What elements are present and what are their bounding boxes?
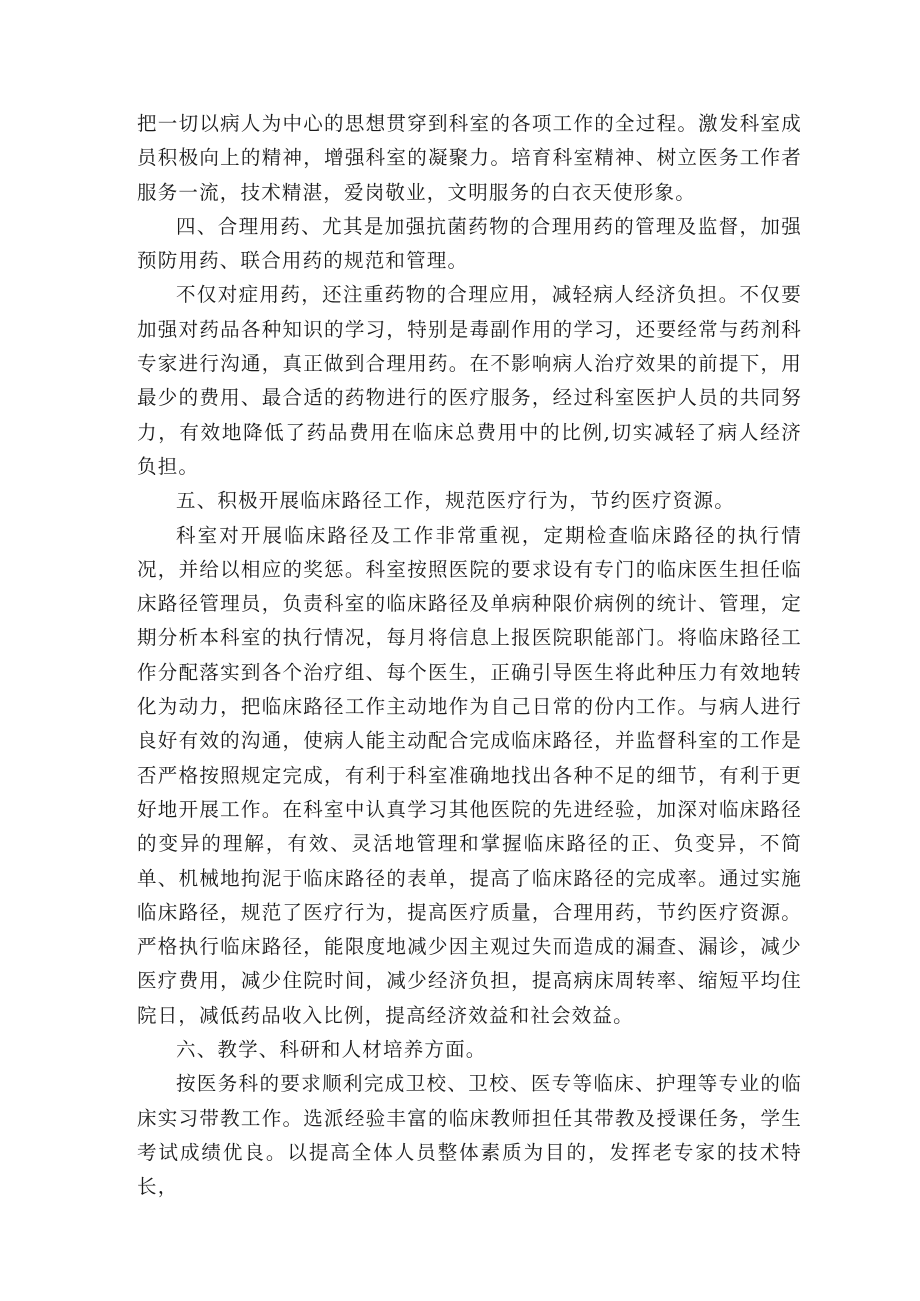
heading-section-5-clinical-pathway: 五、积极开展临床路径工作，规范医疗行为，节约医疗资源。 — [176, 489, 735, 513]
heading-section-4-rational-drug-use: 四、合理用药、尤其是加强抗菌药物的合理用药的管理及监督，加强预防用药、联合用药的规范和管理。 — [137, 214, 802, 273]
paragraph-teaching-research: 按医务科的要求顺利完成卫校、卫校、医专等临床、护理等专业的临床实习带教工作。选派经验丰富的临床教师担任其带教及授课任务，学生考试成绩优良。以提高全体人员整体素质为目的，发挥老专家的技术特长， — [137, 1072, 802, 1199]
paragraph-patient-centered: 把一切以病人为中心的思想贯穿到科室的各项工作的全过程。激发科室成员积极向上的精神，增强科室的凝聚力。培育科室精神、树立医务工作者服务一流，技术精湛，爱岗敬业，文明服务的白衣天使形象。 — [137, 112, 802, 204]
paragraph-clinical-pathway: 科室对开展临床路径及工作非常重视，定期检查临床路径的执行情况，并给以相应的奖惩。科室按照医院的要求设有专门的临床医生担任临床路径管理员，负责科室的临床路径及单病种限价病例的统计、管理，定期分析本科室的执行情况，每月将信息上报医院职能部门。将临床路径工作分配落实到各个治疗组、每个医生，正确引导医生将此种压力有效地转化为动力，把临床路径工作主动地作为自己日常的份内工作。与病人进行良好有效的沟通，使病人能主动配合完成临床路径，并监督科室的工作是否严格按照规定完成，有利于科室准确地找出各种不足的细节，有利于更好地开展工作。在科室中认真学习其他医院的先进经验，加深对临床路径的变异的理解，有效、灵活地管理和掌握临床路径的正、负变异，不简单、机械地拘泥于临床路径的表单，提高了临床路径的完成率。通过实施临床路径，规范了医疗行为，提高医疗质量，合理用药，节约医疗资源。严格执行临床路径，能限度地减少因主观过失而造成的漏查、漏诊，减少医疗费用，减少住院时间，减少经济负担，提高病床周转率、缩短平均住院日，减低药品收入比例，提高经济效益和社会效益。 — [137, 523, 802, 1027]
paragraph-rational-drug-use: 不仅对症用药，还注重药物的合理应用，减轻病人经济负担。不仅要加强对药品各种知识的学习，特别是毒副作用的学习，还要经常与药剂科专家进行沟通，真正做到合理用药。在不影响病人治疗效果的前提下，用最少的费用、最合适的药物进行的医疗服务，经过科室医护人员的共同努力，有效地降低了药品费用在临床总费用中的比例,切实减轻了病人经济负担。 — [137, 283, 802, 478]
heading-section-6-teaching-research: 六、教学、科研和人材培养方面。 — [176, 1038, 487, 1062]
document-page — [137, 107, 802, 1205]
